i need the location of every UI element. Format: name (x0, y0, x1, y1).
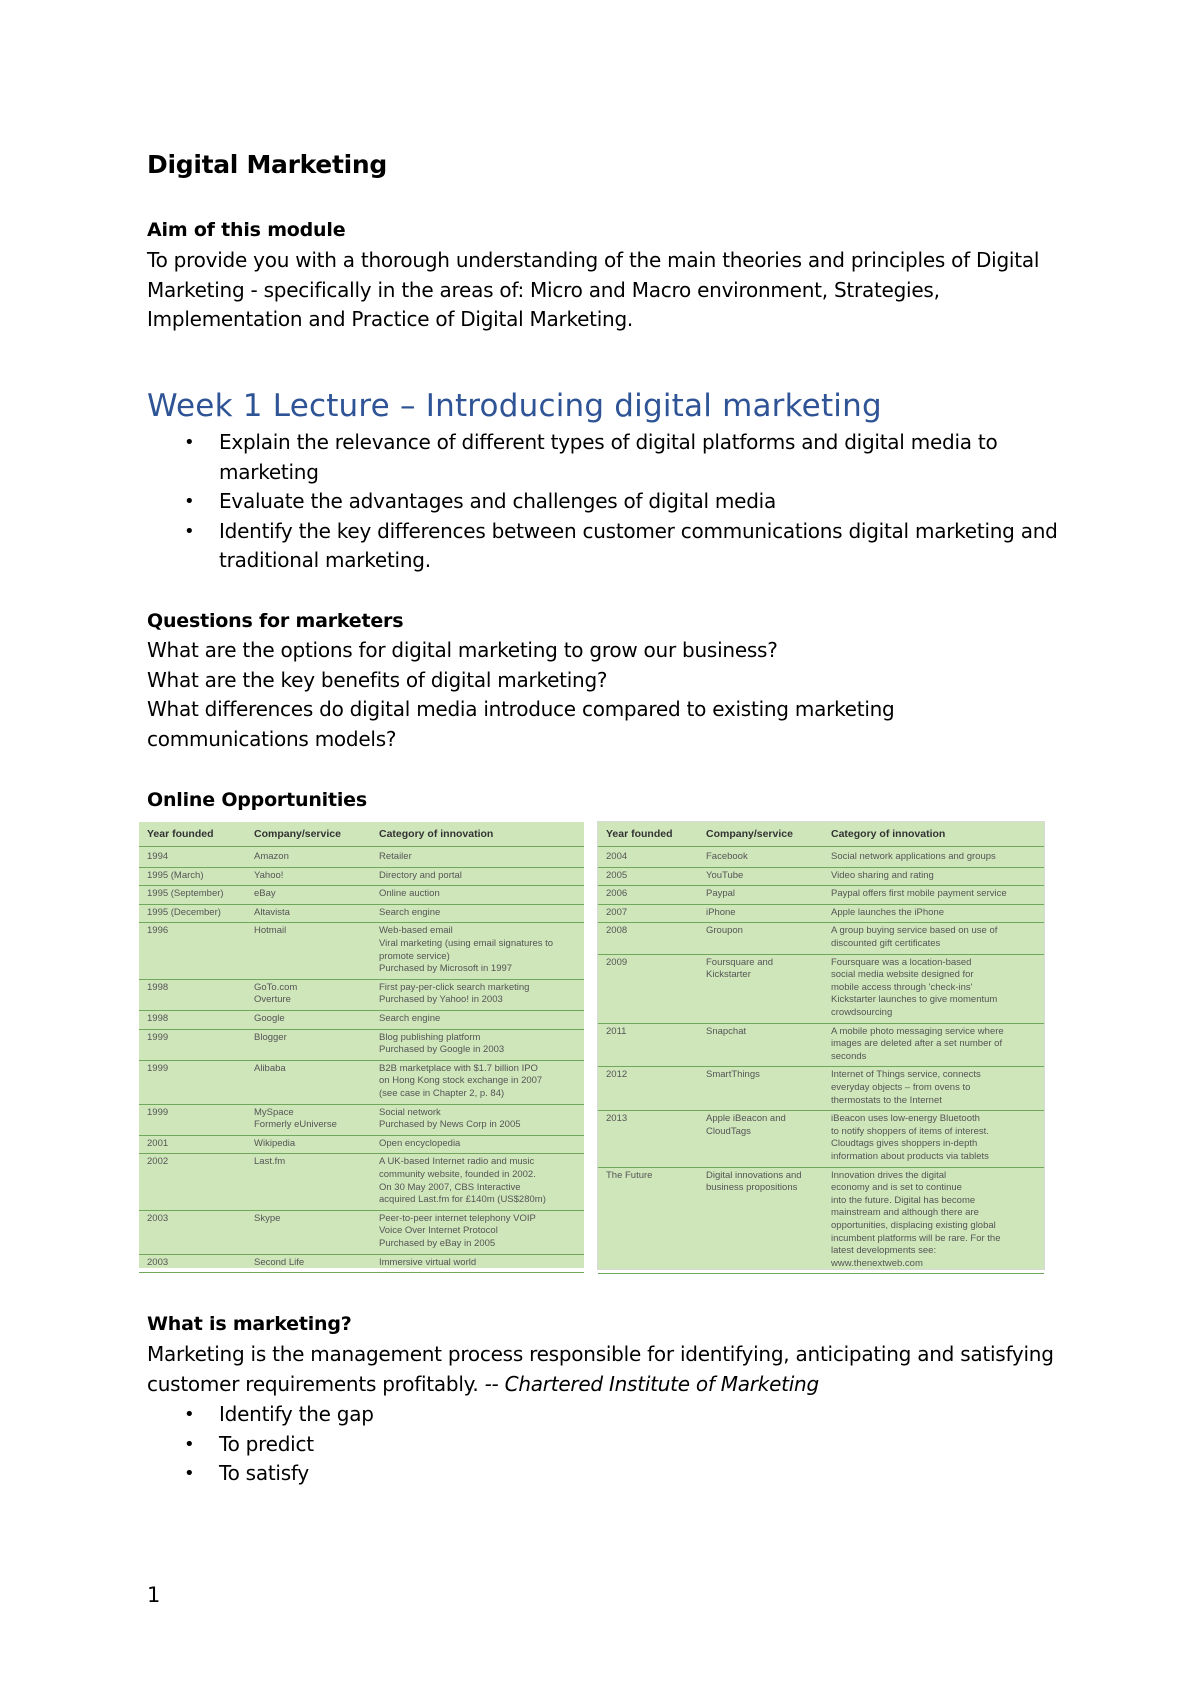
page-title: Digital Marketing (147, 150, 387, 179)
table-cell-year: 2004 (606, 851, 628, 862)
table-cell-category: Online auction (379, 888, 440, 900)
table-cell-company: iPhone (706, 906, 736, 918)
table-cell-category: Video sharing and rating (831, 869, 934, 881)
table-cell-category: Social network Purchased by News Corp in 2005 (379, 1106, 521, 1131)
table-row (139, 904, 584, 924)
question-line: What are the key benefits of digital marketing? (147, 667, 608, 692)
table-cell-category: Foursquare was a location-based social media website designed for mobile access through 'check-ins' Kickstarter launches to give momentum crowdsourcing (831, 956, 998, 1018)
table-row (139, 922, 584, 979)
table-cell-category: B2B marketplace with $1.7 billion IPO on Hong Kong stock exchange in 2007 (see case in Chapter 2, p. 84) (379, 1062, 543, 1099)
table-cell-company: Hotmail (254, 925, 287, 937)
table-row (139, 1010, 584, 1030)
table-row (139, 1153, 584, 1210)
table-cell-category: A mobile photo messaging service where images are deleted after a set number of seconds (831, 1025, 1004, 1062)
table-row (598, 848, 1044, 868)
table-cell-year: 1999 (147, 1106, 169, 1118)
table-cell-company: Second Life (254, 1256, 305, 1268)
table-cell-company: Amazon (254, 851, 289, 862)
list-item: • Evaluate the advantages and challenges of digital media (147, 487, 1147, 517)
table-cell-category: Social network applications and groups (831, 851, 996, 862)
table-cell-company: GoTo.com Overture (254, 981, 298, 1006)
table-row (598, 904, 1044, 924)
aim-heading: Aim of this module (147, 219, 346, 241)
aim-line: Marketing - specifically in the areas of: Micro and Macro environment, Strategies, (147, 277, 940, 302)
table-cell-company: YouTube (706, 869, 744, 881)
list-item: • Explain the relevance of different types of digital platforms and digital media to marketing (184, 430, 998, 484)
table-cell-company: Yahoo! (254, 869, 284, 881)
table-cell-year: 2003 (147, 1256, 169, 1268)
table-cell-category: A UK-based Internet radio and music community website, founded in 2002. On 30 May 2007, CBS Interactive acquired Last.fm for £140m (US$280m) (379, 1156, 546, 1206)
table-header: Year founded Company/service Category of innovation (598, 822, 1044, 847)
marketing-heading: What is marketing? (147, 1313, 352, 1335)
questions-text (147, 636, 895, 754)
table-row (598, 922, 1044, 954)
table-cell-year: 2007 (606, 906, 628, 918)
bullet-icon: • (184, 1404, 195, 1425)
aim-line: Implementation and Practice of Digital Marketing. (147, 307, 634, 331)
table-cell-category: Blog publishing platform Purchased by Google in 2003 (379, 1031, 505, 1056)
attribution: -- Chartered Institute of Marketing (484, 1371, 819, 1396)
table-row (598, 867, 1044, 887)
table-cell-category: Retailer (379, 851, 412, 862)
marketing-bullets (147, 1400, 747, 1489)
table-row (598, 1167, 1044, 1275)
table-cell-company: Foursquare and Kickstarter (706, 956, 774, 981)
list-item: • To satisfy (147, 1459, 747, 1489)
table-cell-year: 2013 (606, 1113, 628, 1125)
question-line: What differences do digital media introduce compared to existing marketing (147, 697, 895, 721)
marketing-definition: Marketing is the management process responsible for identifying, anticipating and satisfying customer requirements profitably. -- Chartered Institute of Marketing (147, 1342, 1054, 1396)
table-cell-company: Altavista (254, 906, 290, 918)
table-cell-category: Immersive virtual world (379, 1256, 477, 1268)
table-row (598, 1066, 1044, 1111)
table-cell-year: 1999 (147, 1062, 169, 1074)
table-cell-year: 2002 (147, 1156, 169, 1168)
table-cell-year: 2006 (606, 888, 628, 900)
table-cell-year: 2005 (606, 869, 628, 881)
table-cell-year: 1995 (September) (147, 888, 224, 900)
table-cell-category: Search engine (379, 906, 441, 918)
table-cell-year: 2003 (147, 1212, 169, 1224)
table-cell-company: Google (254, 1013, 285, 1024)
table-cell-year: The Future (606, 1169, 653, 1181)
bullet-icon: • (184, 1463, 195, 1484)
table-cell-category: Search engine (379, 1013, 441, 1024)
table-row (139, 1135, 584, 1155)
table-cell-year: 2001 (147, 1137, 169, 1149)
table-cell-year: 1994 (147, 851, 169, 862)
table-cell-year: 2011 (606, 1025, 627, 1037)
page-number: 1 (147, 1583, 161, 1607)
table-cell-company: Groupon (706, 925, 743, 937)
questions-heading: Questions for marketers (147, 610, 404, 632)
question-line: What are the options for digital marketing to grow our business? (147, 638, 778, 662)
table-cell-year: 1995 (December) (147, 906, 221, 918)
week1-heading: Week 1 Lecture – Introducing digital marketing (147, 388, 882, 424)
table-cell-company: Skype (254, 1212, 281, 1224)
table-cell-year: 1998 (147, 981, 169, 993)
table-cell-year: 1995 (March) (147, 869, 204, 881)
table-row (598, 954, 1044, 1024)
table-cell-company: Facebook (706, 851, 748, 862)
week1-objectives (147, 428, 1147, 576)
table-cell-company: Wikipedia (254, 1137, 296, 1149)
table-cell-company: Paypal (706, 888, 736, 900)
table-row (139, 885, 584, 905)
table-cell-category: Web-based email Viral marketing (using email signatures to promote service) Purchased by Microsoft in 1997 (379, 925, 554, 975)
table-header: Year founded Company/service Category of innovation (139, 822, 584, 847)
bullet-icon: • (184, 1433, 195, 1455)
table-cell-year: 1999 (147, 1031, 169, 1043)
table-row (139, 1029, 584, 1061)
table-row (139, 867, 584, 887)
table-cell-year: 1996 (147, 925, 169, 937)
table-cell-category: A group buying service based on use of discounted gift certificates (831, 925, 998, 949)
table-cell-year: 1998 (147, 1013, 169, 1024)
table-cell-category: Paypal offers first mobile payment service (831, 888, 1007, 900)
table-cell-category: Innovation drives the digital economy and is set to continue into the future. Digital has become mainstream and although there are opportunities, displacing existing global incumbent platforms will be rare. For the latest developments see: www.thenextweb.com (831, 1169, 1001, 1269)
innovation-table-left (139, 822, 584, 1268)
aim-text (147, 246, 1039, 335)
table-row (139, 1210, 584, 1255)
bullet-icon: • (184, 491, 195, 512)
table-cell-year: 2008 (606, 925, 628, 937)
table-cell-company: Snapchat (706, 1025, 747, 1037)
table-cell-category: Internet of Things service, connects everyday objects – from ovens to thermostats to the Internet (831, 1069, 981, 1106)
table-cell-category: Apple launches the iPhone (831, 906, 945, 918)
list-item: • Identify the gap (147, 1400, 747, 1430)
table-cell-company: MySpace Formerly eUniverse (254, 1106, 337, 1131)
table-cell-company: eBay (254, 888, 276, 900)
table-cell-year: 2009 (606, 956, 628, 968)
question-line: communications models? (147, 726, 397, 751)
aim-line: To provide you with a thorough understanding of the main theories and principles of Digital (147, 248, 1040, 272)
table-cell-category: iBeacon uses low-energy Bluetooth to notify shoppers of items of interest. Cloudtags gives shoppers in-depth information about products via tablets (831, 1113, 989, 1162)
bullet-icon: • (184, 520, 195, 542)
table-cell-category: Open encyclopedia (379, 1137, 461, 1149)
list-item: • Identify the key differences between customer communications digital marketing and traditional marketing. (184, 518, 1058, 572)
table-row (139, 1104, 584, 1136)
table-cell-company: SmartThings (706, 1069, 760, 1081)
table-cell-category: Peer-to-peer internet telephony VOIP Voice Over Internet Protocol Purchased by eBay in 2005 (379, 1212, 536, 1249)
table-row (139, 1254, 584, 1274)
table-row (139, 979, 584, 1011)
table-cell-company: Digital innovations and business propositions (706, 1169, 802, 1194)
bullet-icon: • (184, 432, 195, 453)
table-cell-category: Directory and portal (379, 869, 462, 881)
table-cell-company: Apple iBeacon and CloudTags (706, 1113, 786, 1137)
table-cell-company: Alibaba (254, 1062, 286, 1074)
innovation-table-right (598, 822, 1044, 1269)
table-row (598, 1110, 1044, 1167)
table-cell-year: 2012 (606, 1069, 628, 1081)
table-row (139, 1060, 584, 1105)
table-row (598, 1023, 1044, 1068)
table-cell-category: First pay-per-click search marketing Purchased by Yahoo! in 2003 (379, 981, 530, 1006)
list-item: • To predict (147, 1430, 747, 1460)
table-cell-company: Blogger (254, 1031, 287, 1043)
table-row (598, 885, 1044, 905)
table-cell-company: Last.fm (254, 1156, 286, 1168)
opportunities-heading: Online Opportunities (147, 789, 367, 811)
table-row (139, 848, 584, 868)
